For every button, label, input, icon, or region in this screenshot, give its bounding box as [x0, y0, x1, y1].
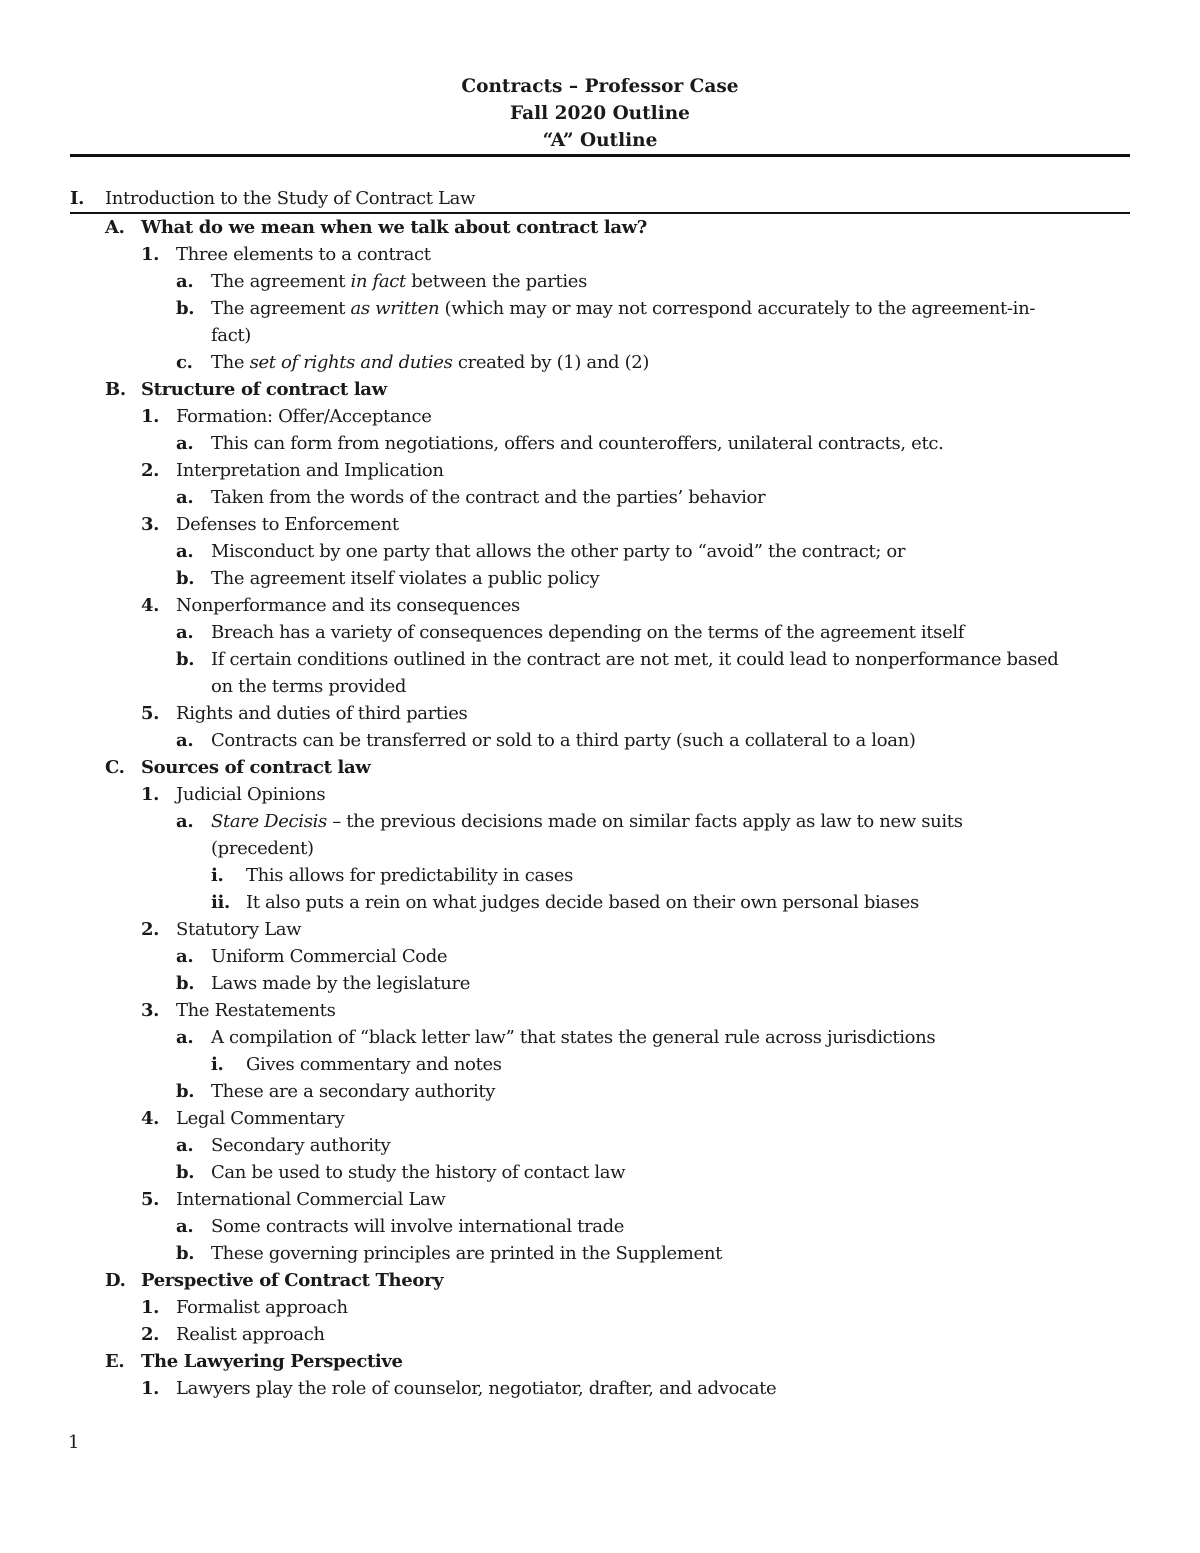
outline-item-C3b [70, 1078, 1130, 1105]
outline-marker: 3. [141, 514, 160, 535]
outline-text: If certain conditions outlined in the contract are not met, it could lead to nonperformance based [211, 649, 1059, 670]
outline-marker: a. [176, 730, 194, 751]
outline-marker: ii. [211, 892, 230, 913]
outline-text: These are a secondary authority [211, 1081, 496, 1102]
outline-text: Defenses to Enforcement [176, 514, 399, 535]
outline-item-C4 [70, 1105, 1130, 1132]
outline-text: Can be used to study the history of contact law [211, 1162, 626, 1183]
outline-marker: b. [176, 649, 195, 670]
outline-item-B3a [70, 538, 1130, 565]
outline-marker: E. [105, 1351, 125, 1372]
outline-text: Nonperformance and its consequences [176, 595, 520, 616]
outline-item-B4b [70, 646, 1130, 673]
outline-marker: 1. [141, 784, 160, 805]
outline-heading: Perspective of Contract Theory [141, 1270, 444, 1291]
outline-text: The set of rights and duties created by (1) and (2) [211, 352, 650, 373]
outline-item-B2a [70, 484, 1130, 511]
outline-item-C5a [70, 1213, 1130, 1240]
outline-text: Breach has a variety of consequences depending on the terms of the agreement itself [211, 622, 965, 643]
outline-text: This allows for predictability in cases [246, 865, 573, 886]
outline-item-D2 [70, 1321, 1130, 1348]
outline-text: Some contracts will involve international trade [211, 1216, 625, 1237]
outline-marker: 2. [141, 919, 160, 940]
outline-item-B4 [70, 592, 1130, 619]
outline-item-B2 [70, 457, 1130, 484]
outline-marker: b. [176, 1162, 195, 1183]
outline-marker: I. [70, 188, 84, 209]
outline-text: Lawyers play the role of counselor, negotiator, drafter, and advocate [176, 1378, 777, 1399]
outline-text: A compilation of “black letter law” that states the general rule across jurisdictions [211, 1027, 936, 1048]
outline-item-A1c [70, 349, 1130, 376]
outline-item-E1 [70, 1375, 1130, 1402]
outline-item-C1ai [70, 862, 1130, 889]
outline-marker: a. [176, 1027, 194, 1048]
outline-marker: a. [176, 811, 194, 832]
outline-item-A1b-cont [70, 322, 1130, 349]
outline-marker: b. [176, 298, 195, 319]
outline-marker: 5. [141, 703, 160, 724]
outline-marker: a. [176, 271, 194, 292]
outline-text: Taken from the words of the contract and the parties’ behavior [211, 487, 766, 508]
outline-marker: 3. [141, 1000, 160, 1021]
outline-marker: A. [105, 217, 125, 238]
outline-item-C1a-cont [70, 835, 1130, 862]
outline-text: Formalist approach [176, 1297, 348, 1318]
outline-text: The agreement itself violates a public policy [211, 568, 600, 589]
outline-marker: a. [176, 622, 194, 643]
outline-item-C2b [70, 970, 1130, 997]
outline-item-C2a [70, 943, 1130, 970]
outline-item-A [70, 214, 1130, 241]
outline-marker: D. [105, 1270, 126, 1291]
outline-item-C5b [70, 1240, 1130, 1267]
outline-marker: 2. [141, 460, 160, 481]
outline-section-I [70, 185, 1130, 214]
outline-marker: 2. [141, 1324, 160, 1345]
outline-text: Statutory Law [176, 919, 302, 940]
outline-text: fact) [211, 325, 251, 346]
outline-heading: What do we mean when we talk about contract law? [141, 217, 648, 238]
outline-text: Interpretation and Implication [176, 460, 444, 481]
outline-item-C1a [70, 808, 1130, 835]
outline-marker: a. [176, 1216, 194, 1237]
outline-item-B5 [70, 700, 1130, 727]
outline-marker: C. [105, 757, 125, 778]
outline-item-B5a [70, 727, 1130, 754]
header-subtitle: Fall 2020 Outline [510, 103, 690, 124]
outline-item-C [70, 754, 1130, 781]
outline-marker: a. [176, 946, 194, 967]
outline-item-B [70, 376, 1130, 403]
outline-marker: 4. [141, 595, 160, 616]
outline-text: Misconduct by one party that allows the other party to “avoid” the contract; or [211, 541, 906, 562]
outline-item-B3 [70, 511, 1130, 538]
outline-marker: b. [176, 1081, 195, 1102]
outline-text: Contracts can be transferred or sold to a third party (such a collateral to a loan) [211, 730, 916, 751]
outline-marker: B. [105, 379, 126, 400]
outline-text: Secondary authority [211, 1135, 391, 1156]
outline-item-B1a [70, 430, 1130, 457]
outline-heading: Structure of contract law [141, 379, 387, 400]
outline-marker: a. [176, 1135, 194, 1156]
outline-item-C5 [70, 1186, 1130, 1213]
outline-text: Judicial Opinions [176, 784, 326, 805]
outline-text: The agreement as written (which may or may not correspond accurately to the agreement-in- [211, 298, 1036, 319]
outline-marker: 1. [141, 244, 160, 265]
header-title: Contracts – Professor Case [461, 76, 739, 97]
outline-item-C3ai [70, 1051, 1130, 1078]
outline-item-A1a [70, 268, 1130, 295]
outline-text: Legal Commentary [176, 1108, 345, 1129]
outline-text: International Commercial Law [176, 1189, 446, 1210]
outline-marker: a. [176, 541, 194, 562]
outline-text: The agreement in fact between the parties [211, 271, 587, 292]
outline-item-C1 [70, 781, 1130, 808]
outline-marker: b. [176, 1243, 195, 1264]
outline-text: Three elements to a contract [176, 244, 431, 265]
outline-text: Gives commentary and notes [246, 1054, 502, 1075]
outline-heading: Introduction to the Study of Contract Law [105, 188, 476, 209]
outline-marker: c. [176, 352, 193, 373]
outline-marker: a. [176, 433, 194, 454]
header-outline-label: “A” Outline [542, 130, 658, 151]
outline-item-B3b [70, 565, 1130, 592]
outline-item-A1 [70, 241, 1130, 268]
document-header [70, 73, 1130, 154]
outline-text: Stare Decisis – the previous decisions made on similar facts apply as law to new suits [211, 811, 963, 832]
outline-item-D1 [70, 1294, 1130, 1321]
outline-item-A1b [70, 295, 1130, 322]
outline-marker: 1. [141, 406, 160, 427]
outline-text: Laws made by the legislature [211, 973, 471, 994]
outline-text: The Restatements [176, 1000, 336, 1021]
outline-marker: 1. [141, 1297, 160, 1318]
outline-text: on the terms provided [211, 676, 407, 697]
outline-text: Formation: Offer/Acceptance [176, 406, 432, 427]
outline-body [70, 185, 1130, 1402]
outline-text: This can form from negotiations, offers and counteroffers, unilateral contracts, etc. [211, 433, 944, 454]
page-number: 1 [68, 1432, 80, 1453]
outline-text: Realist approach [176, 1324, 325, 1345]
outline-text: These governing principles are printed in the Supplement [211, 1243, 722, 1264]
outline-item-D [70, 1267, 1130, 1294]
outline-heading: Sources of contract law [141, 757, 371, 778]
outline-item-B4b-cont [70, 673, 1130, 700]
outline-text: Rights and duties of third parties [176, 703, 468, 724]
outline-marker: b. [176, 973, 195, 994]
outline-text: It also puts a rein on what judges decide based on their own personal biases [246, 892, 919, 913]
outline-marker: b. [176, 568, 195, 589]
outline-marker: 4. [141, 1108, 160, 1129]
outline-item-E [70, 1348, 1130, 1375]
outline-item-C3a [70, 1024, 1130, 1051]
outline-item-C1aii [70, 889, 1130, 916]
outline-item-B4a [70, 619, 1130, 646]
outline-marker: i. [211, 865, 224, 886]
outline-item-B1 [70, 403, 1130, 430]
outline-item-C4b [70, 1159, 1130, 1186]
outline-heading: The Lawyering Perspective [141, 1351, 403, 1372]
outline-marker: 5. [141, 1189, 160, 1210]
outline-marker: a. [176, 487, 194, 508]
outline-text: Uniform Commercial Code [211, 946, 448, 967]
outline-item-C2 [70, 916, 1130, 943]
header-divider [70, 154, 1130, 157]
outline-item-C4a [70, 1132, 1130, 1159]
outline-marker: i. [211, 1054, 224, 1075]
outline-text: (precedent) [211, 838, 314, 859]
outline-marker: 1. [141, 1378, 160, 1399]
outline-item-C3 [70, 997, 1130, 1024]
